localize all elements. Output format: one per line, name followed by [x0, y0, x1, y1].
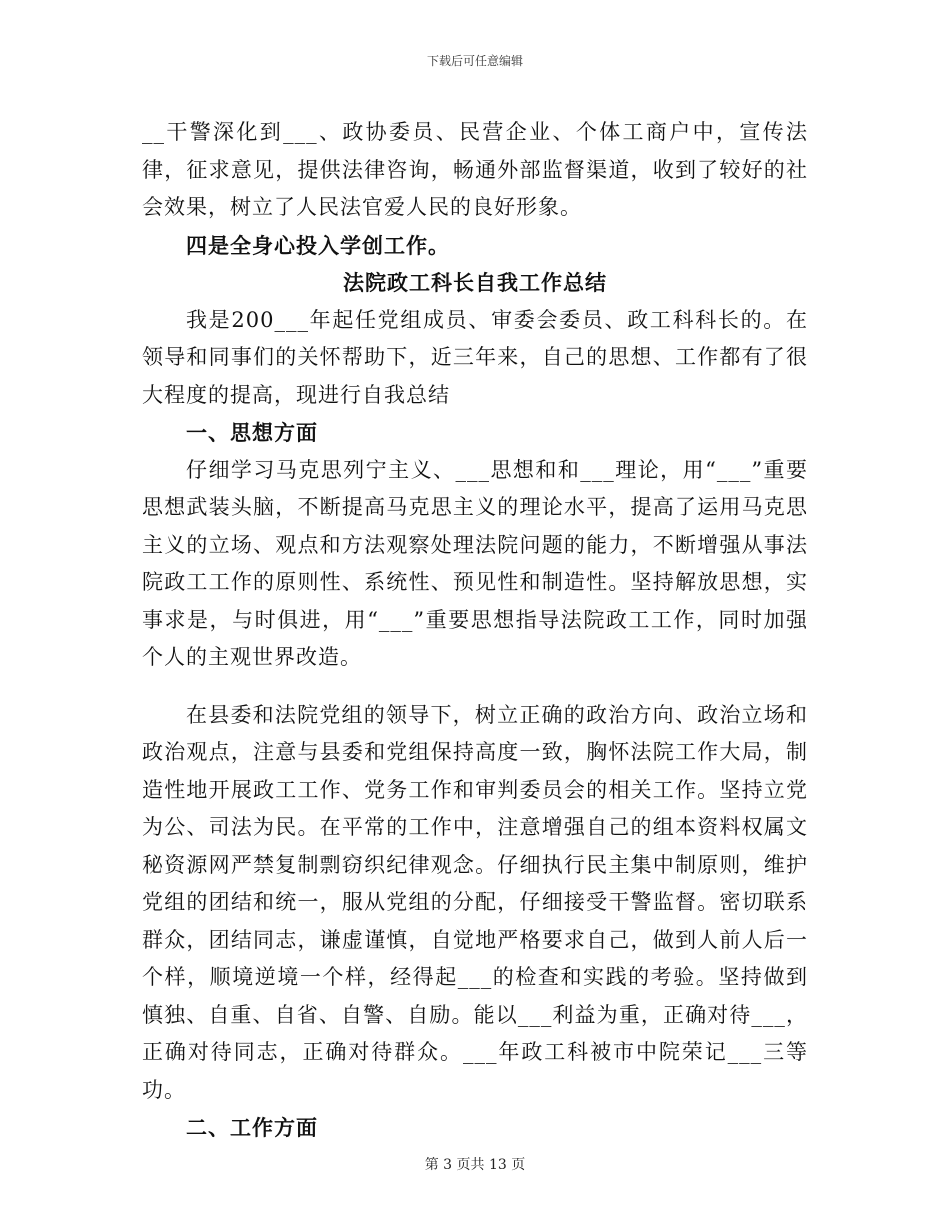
- point-four-heading: 四是全身心投入学创工作。: [186, 232, 450, 258]
- paragraph-continuation: __干警深化到___、政协委员、民营企业、个体工商户中，宣传法律，征求意见，提供法律咨询，畅通外部监督渠道，收到了较好的社会效果，树立了人民法官爱人民的良好形象。: [142, 120, 808, 219]
- page-header: 下载后可任意编辑: [426, 54, 523, 68]
- document-body: [142, 114, 808, 1147]
- page-footer: 第 3 页共 13 页: [424, 1157, 526, 1173]
- paragraph-intro: 我是200___年起任党组成员、审委会委员、政工科科长的。在领导和同事们的关怀帮助下，近三年来，自己的思想、工作都有了很大程度的提高，现进行自我总结: [142, 307, 808, 407]
- paragraph-political-stance: 在县委和法院党组的领导下，树立正确的政治方向、政治立场和政治观点，注意与县委和党组保持高度一致，胸怀法院工作大局，制造性地开展政工工作、党务工作和审判委员会的相关工作。坚持立党为公、司法为民。在平常的工作中，注意增强自己的组本资料权属文秘资源网严禁复制剽窃织纪律观念。仔细执行民主集中制原则，维护党组的团结和统一，服从党组的分配，仔细接受干警监督。密切联系群众，团结同志，谦虚谨慎，自觉地严格要求自己，做到人前人后一个样，顺境逆境一个样，经得起___的检查和实践的考验。坚持做到慎独、自重、自省、自警、自励。能以___利益为重，正确对待___，正确对待同志，正确对待群众。___年政工科被市中院荣记___三等功。: [142, 702, 808, 1102]
- section-heading-thought: 一、思想方面: [186, 420, 318, 445]
- document-title: 法院政工科长自我工作总结: [343, 270, 607, 295]
- paragraph-thought-study: 仔细学习马克思列宁主义、___思想和和___理论，用“___”重要思想武装头脑，不断提高马克思主义的理论水平，提高了运用马克思主义的立场、观点和方法观察处理法院问题的能力，不断增强从事法院政工工作的原则性、系统性、预见性和制造性。坚持解放思想，实事求是，与时俱进，用“___”重要思想指导法院政工工作，同时加强个人的主观世界改造。: [142, 457, 808, 669]
- section-heading-work: 二、工作方面: [186, 1115, 318, 1140]
